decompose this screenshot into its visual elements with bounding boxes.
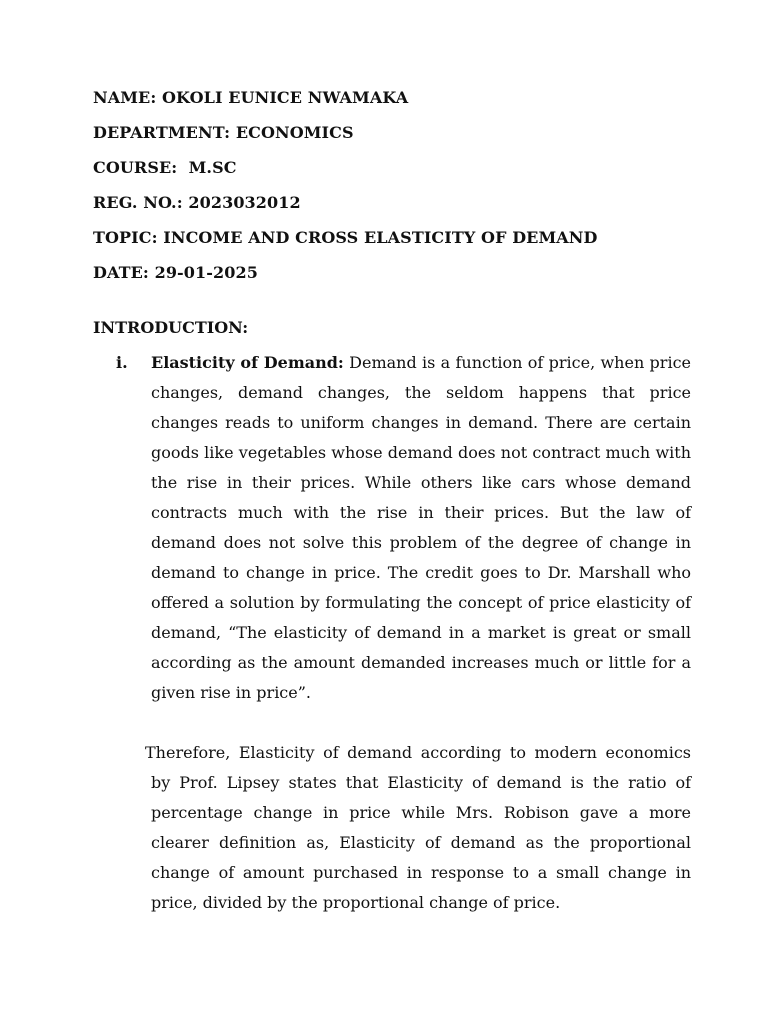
reg-number-line: REG. NO.: 2023032012 xyxy=(93,193,301,212)
name-line: NAME: OKOLI EUNICE NWAMAKA xyxy=(93,88,409,107)
lipsey-paragraph: Therefore, Elasticity of demand according to modern economics by Prof. Lipsey states that Elasticity of demand is the ratio of percentage change in price while Mrs. Robison gave a more clearer definition as, Elasticity of demand as the proportional change of amount purchased in response to a small change in price, divided by the proportional change of price. xyxy=(145,743,691,912)
introduction-heading: INTRODUCTION: xyxy=(93,318,249,337)
list-marker: i. xyxy=(116,353,128,372)
topic-line: TOPIC: INCOME AND CROSS ELASTICITY OF DEMAND xyxy=(93,228,598,247)
elasticity-paragraph xyxy=(151,348,691,708)
elasticity-text: Demand is a function of price, when price changes, demand changes, the seldom happens that price changes reads to uniform changes in demand. There are certain goods like vegetables whose demand does not contract much with the rise in their prices. While others like cars whose demand contracts much with the rise in their prices. But the law of demand does not solve this problem of the degree of change in demand to change in price. The credit goes to Dr. Marshall who offered a solution by formulating the concept of price elasticity of demand, “The elasticity of demand in a market is great or small according as the amount demanded increases much or little for a given rise in price”. xyxy=(151,353,691,702)
elasticity-term: Elasticity of Demand: xyxy=(151,353,344,372)
date-line: DATE: 29-01-2025 xyxy=(93,263,258,282)
course-line: COURSE: M.SC xyxy=(93,158,237,177)
department-line: DEPARTMENT: ECONOMICS xyxy=(93,123,354,142)
